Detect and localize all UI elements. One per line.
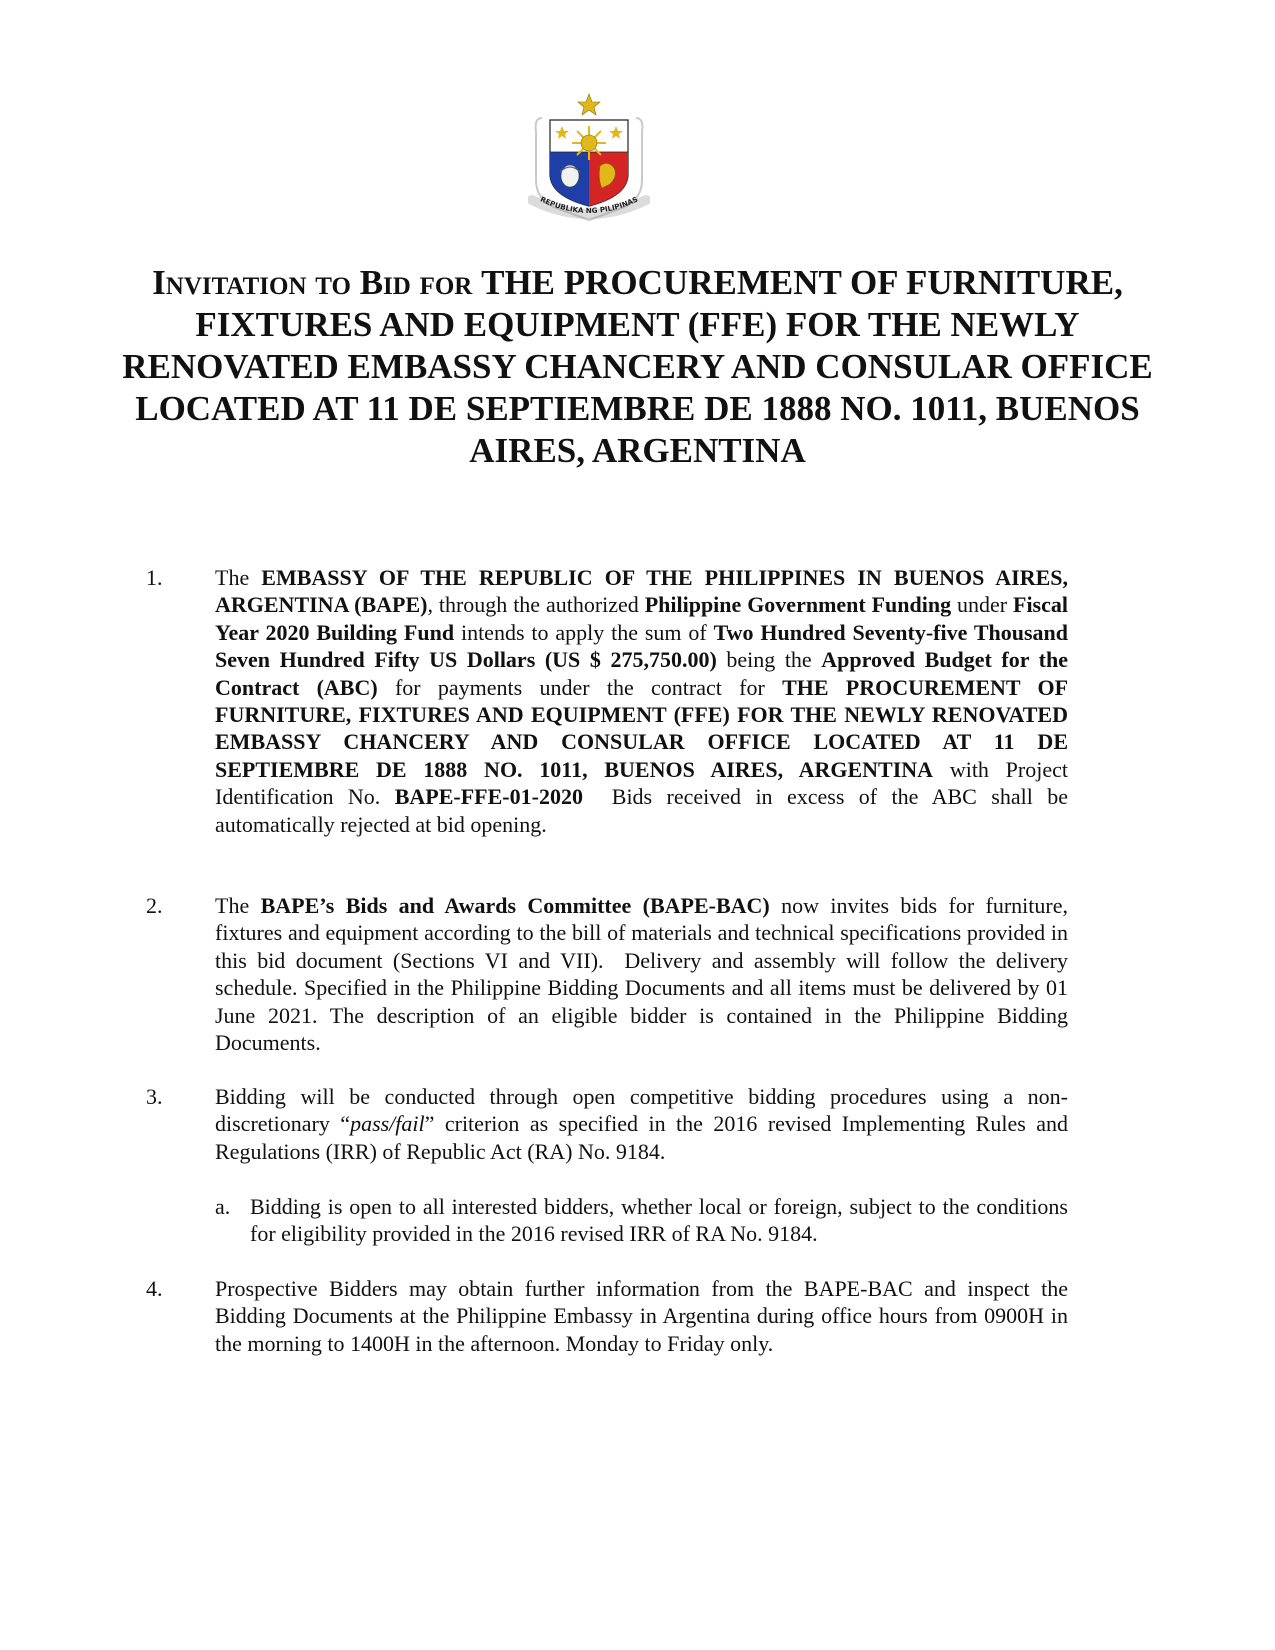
- item-text: [215, 564, 1074, 838]
- text-segment: with Project Identification No.: [215, 756, 1068, 810]
- item-number: 3.: [146, 1084, 163, 1109]
- text-segment: Bidding will be conducted through open competitive bidding procedures using a non-discretionary “: [215, 1084, 1068, 1137]
- item-number: 2.: [146, 893, 163, 918]
- funding-source: Philippine Government Funding: [644, 592, 952, 618]
- contract-name: THE PROCUREMENT OF FURNITURE, FIXTURES AND EQUIPMENT (FFE) FOR THE NEWLY RENOVATED EMBASSY CHANCERY AND CONSULAR OFFICE LOCATED AT 11 DE SEPTIEMBRE DE 1888 NO. 1011, BUENOS AIRES, ARGENTINA: [215, 674, 1069, 782]
- item-number: 1.: [146, 565, 163, 590]
- committee-name: BAPE’s Bids and Awards Committee (BAPE-BAC): [260, 893, 770, 918]
- seal-icon: [528, 88, 650, 224]
- embassy-name: EMBASSY OF THE REPUBLIC OF THE PHILIPPINES IN BUENOS AIRES, ARGENTINA (BAPE): [215, 565, 1068, 618]
- text-segment: The: [215, 565, 262, 590]
- abc-label: Approved Budget for the Contract (ABC): [215, 647, 1068, 700]
- seal-banner-text: REPUBLIKA NG PILIPINAS: [538, 194, 640, 216]
- document-title: [100, 262, 1175, 472]
- text-segment: being the: [716, 647, 822, 673]
- text-segment: ” criterion as specified in the 2016 revised Implementing Rules and Regulations (IRR) of Republic Act (RA) No. 9184.: [215, 1111, 1068, 1164]
- text-segment: intends to apply the sum of: [454, 619, 714, 645]
- item-text: Prospective Bidders may obtain further information from the BAPE-BAC and inspect the Bidding Documents at the Philippine Embassy in Argentina during office hours from 0900H in the morning to 1400H in the afternoon. Monday to Friday only.: [215, 1276, 1068, 1356]
- text-segment: now invites bids for furniture, fixtures and equipment according to the bill of materials and technical specifications provided in this bid document (Sections VI and VII). Delivery and assembly will follow the delivery schedule. Specified in the Philippine Bidding Documents and all items must be delivered by 01 June 2021. The description of an eligible bidder is contained in the Philippine Bidding Documents.: [215, 893, 1074, 1056]
- item-number: 4.: [146, 1276, 163, 1301]
- budget-amount: Two Hundred Seventy-five Thousand Seven Hundred Fifty US Dollars (US $ 275,750.00): [215, 619, 1068, 673]
- pass-fail-term: pass/fail: [350, 1111, 425, 1137]
- project-id: BAPE-FFE-01-2020: [394, 784, 583, 810]
- item-text: [215, 892, 1074, 1056]
- item-text: [215, 1083, 1068, 1165]
- sub-item-text: Bidding is open to all interested bidders, whether local or foreign, subject to the conditions for eligibility provided in the 2016 revised IRR of RA No. 9184.: [250, 1194, 1068, 1247]
- text-segment: The: [215, 893, 261, 918]
- text-segment: Bids received in excess of the ABC shall be automatically rejected at bid opening.: [215, 784, 1074, 837]
- title-main: THE PROCUREMENT OF FURNITURE, FIXTURES AND EQUIPMENT (FFE) FOR THE NEWLY RENOVATED EMBASSY CHANCERY AND CONSULAR OFFICE LOCATED AT 11 DE SEPTIEMBRE DE 1888 NO. 1011, BUENOS AIRES, ARGENTINA: [122, 263, 1153, 470]
- philippine-seal-logo: [528, 88, 650, 224]
- text-segment: for payments under the contract for: [377, 674, 783, 700]
- fund-name: Fiscal Year 2020 Building Fund: [215, 592, 1068, 645]
- text-segment: under: [951, 592, 1013, 618]
- title-prefix: Invitation to Bid for: [152, 263, 482, 302]
- text-segment: , through the authorized: [427, 592, 645, 618]
- sub-item-letter: a.: [215, 1194, 231, 1219]
